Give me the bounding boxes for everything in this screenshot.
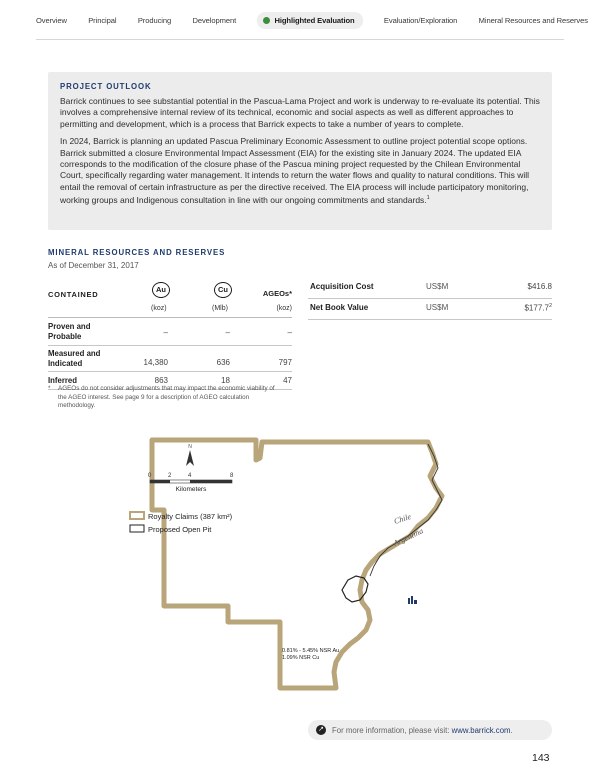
- nav-producing[interactable]: Producing: [137, 15, 172, 25]
- footnote-text: AGEOs do not consider adjustments that may impact the economic viability of the AGEO interest. See page 9 for a description of AGEO calculation methodology.: [58, 385, 275, 409]
- footnote-ref: 2: [548, 303, 552, 309]
- net-book-value-amount: $177.7: [524, 303, 549, 313]
- ageo-value: –: [287, 328, 292, 337]
- financials-table: [308, 278, 552, 320]
- copper-element-badge: Cu: [214, 282, 232, 298]
- table-row: [308, 299, 552, 320]
- north-label: N: [188, 444, 192, 450]
- more-info-text: [332, 726, 513, 735]
- project-outlook-title: PROJECT OUTLOOK: [60, 82, 152, 91]
- scale-tick-2: 2: [168, 473, 172, 479]
- project-outlook-paragraph-2: [60, 136, 540, 206]
- contained-label: CONTAINED: [48, 290, 99, 299]
- unit-cu: (Mlb): [212, 305, 228, 312]
- facility-marker-icon: [408, 596, 417, 604]
- footnote-ref: 1: [426, 195, 430, 202]
- legend-pit-swatch: [130, 525, 144, 532]
- top-navigation: [0, 0, 600, 40]
- active-dot-icon: [263, 17, 270, 24]
- row-label-line2: Indicated: [48, 359, 83, 368]
- row-label-line1: Proven and: [48, 322, 91, 331]
- row-label-line2: Probable: [48, 332, 82, 341]
- unit-au: (koz): [151, 305, 167, 312]
- nav-overview[interactable]: Overview: [36, 15, 67, 25]
- scale-unit: Kilometers: [175, 486, 207, 493]
- scale-bar: [150, 480, 232, 483]
- scale-tick-8: 8: [230, 473, 234, 479]
- argentina-label: Argentina: [392, 526, 425, 548]
- page-number: 143: [532, 752, 550, 764]
- row-label-line1: Measured and: [48, 349, 101, 358]
- acquisition-cost-value: $416.8: [527, 282, 552, 291]
- reserves-table-header: [48, 276, 292, 318]
- gold-element-badge: Au: [152, 282, 170, 298]
- nav-divider: [36, 39, 564, 40]
- ageo-value: 797: [278, 358, 292, 367]
- row-label: [48, 322, 90, 342]
- scale-tick-0: 0: [148, 473, 152, 479]
- project-outlook-paragraph-1: Barrick continues to see substantial potential in the Pascua-Lama Project and work is underway to re-evaluate its potential. This involves a comprehensive internal review of its technical, economic and social aspects as well as different approaches to permitting and development, which is a process that Barrick expects to take a number of years to complete.: [60, 96, 540, 129]
- barrick-website-link[interactable]: www.barrick.com: [451, 725, 511, 735]
- reserves-date: As of December 31, 2017: [48, 261, 139, 270]
- nav-principal[interactable]: Principal: [88, 15, 117, 25]
- currency-label: US$M: [426, 303, 449, 312]
- net-book-value-label: Net Book Value: [310, 303, 369, 312]
- unit-ageo: (koz): [276, 305, 292, 312]
- more-info-period: .: [510, 725, 513, 735]
- acquisition-cost-label: Acquisition Cost: [310, 282, 374, 291]
- north-arrow-icon: [186, 450, 194, 466]
- legend-pit-label: Proposed Open Pit: [148, 525, 212, 534]
- au-value: 14,380: [143, 358, 168, 367]
- table-row: [48, 346, 292, 372]
- scale-tick-4: 4: [188, 473, 192, 479]
- cu-value: 18: [221, 376, 230, 385]
- ageo-header: AGEOs*: [262, 289, 292, 298]
- reserves-title: MINERAL RESOURCES AND RESERVES: [48, 248, 226, 257]
- link-icon: ↗: [316, 725, 326, 735]
- legend-royalty-swatch: [130, 512, 144, 519]
- cu-value: –: [225, 328, 230, 337]
- nav-highlighted-evaluation[interactable]: [257, 12, 362, 29]
- nav-development[interactable]: Development: [192, 15, 237, 25]
- net-book-value: [524, 303, 552, 313]
- royalty-note-au: 0.81% - 5.45% NSR Au: [282, 648, 340, 654]
- au-value: 863: [154, 376, 168, 385]
- table-row: [308, 278, 552, 299]
- currency-label: US$M: [426, 282, 449, 291]
- cu-value: 636: [216, 358, 230, 367]
- legend-royalty-label: Royalty Claims (387 km²): [148, 512, 233, 521]
- more-info-prefix: For more information, please visit:: [332, 725, 452, 735]
- nav-highlighted-evaluation-label: Highlighted Evaluation: [274, 15, 355, 25]
- au-value: –: [163, 328, 168, 337]
- ageo-value: 47: [283, 376, 292, 385]
- nav-mineral-resources[interactable]: Mineral Resources and Reserves: [478, 15, 588, 25]
- project-outlook-box: [48, 72, 552, 230]
- footnote-star: *: [48, 385, 51, 392]
- more-info-bar: [308, 720, 552, 740]
- ageo-footnote: [48, 385, 278, 411]
- row-label: Inferred: [48, 376, 78, 385]
- table-row: [48, 318, 292, 346]
- outlook-p2-text: In 2024, Barrick is planning an updated Pascua Preliminary Economic Assessment to outline project potential scope options. Barrick submitted a closure Environmental Impact Assessment (EIA) for the existing site in January 2024. The updated EIA corresponds to the modification of the closure phase of the Pascua mining project requested by the Chilean Environmental Court, specifically regarding water management. It intends to return the water flows and quality to natural conditions. This will entail the removal of certain infrastructure as per the directive received. The EIA process will include participatory monitoring, working groups and Indigenous consultation in line with our ongoing commitments and standards.: [60, 136, 529, 206]
- chile-label: Chile: [392, 511, 413, 526]
- royalty-note-cu: 1.09% NSR Cu: [282, 655, 320, 661]
- royalty-claims-map: [110, 430, 490, 700]
- row-label: [48, 349, 100, 369]
- nav-evaluation-exploration[interactable]: Evaluation/Exploration: [383, 15, 458, 25]
- reserves-table: [48, 276, 292, 390]
